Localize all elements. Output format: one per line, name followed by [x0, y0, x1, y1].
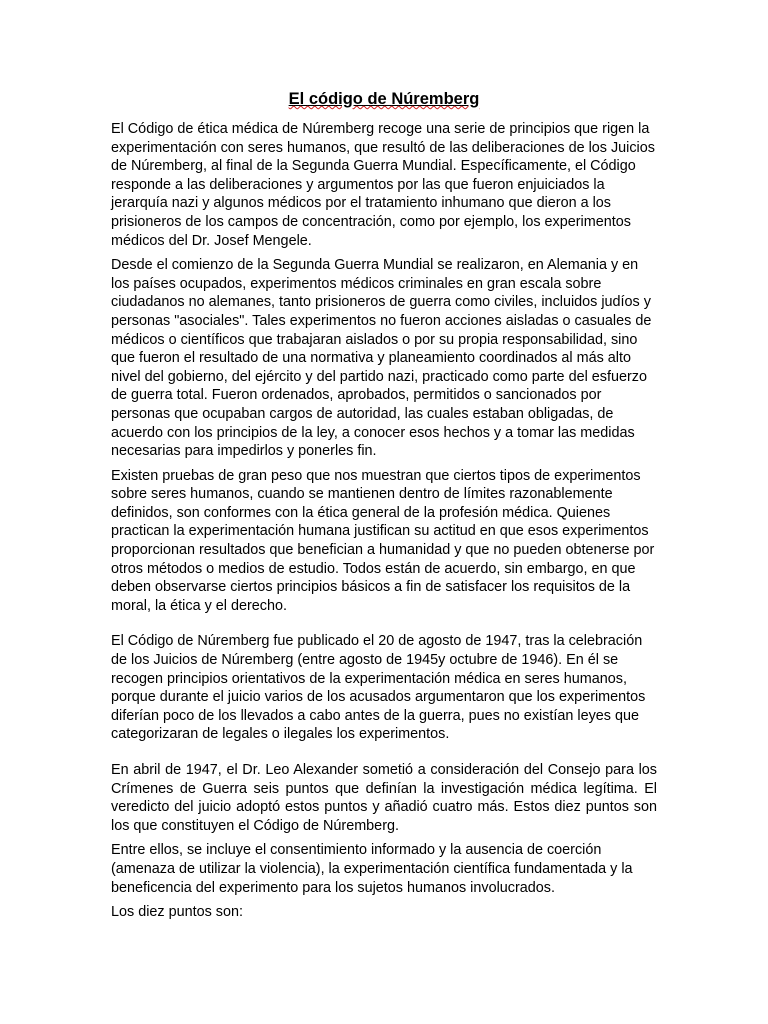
paragraph-consent: Entre ellos, se incluye el consentimiento informado y la ausencia de coerción (amenaza de utilizar la violencia), la experimentación científica fundamentada y la beneficencia del experimento para los sujetos humanos involucrados. — [111, 842, 633, 896]
document-title — [111, 88, 657, 110]
document-title-text: El código de Núremberg — [288, 90, 480, 108]
paragraph-ethics-evidence: Existen pruebas de gran peso que nos muestran que ciertos tipos de experimentos sobre seres humanos, cuando se mantienen dentro de límites razonablemente definidos, son conformes con la ética general de la profesión médica. Quienes practican la experimentación humana justifican su actitud en que esos experimentos proporcionan resultados que benefician a humanidad y que no pueden obtenerse por otros métodos o medios de estudio. Todos están de acuerdo, sin embargo, en que deben observarse ciertos principios básicos a fin de satisfacer los requisitos de la moral, la ética y el derecho. — [111, 467, 655, 614]
paragraph-publication: El Código de Núremberg fue publicado el 20 de agosto de 1947, tras la celebración de los Juicios de Núremberg (entre agosto de 1945y octubre de 1946). En él se recogen principios orientativos de la experimentación médica en seres humanos, porque durante el juicio varios de los acusados argumentaron que los experimentos diferían poco de los llevados a cabo antes de la guerra, pues no existían leyes que categorizaran de legales o ilegales los experimentos. — [111, 633, 646, 743]
document-page — [111, 88, 657, 922]
paragraph-intro: El Código de ética médica de Núremberg recoge una serie de principios que rigen la experimentación con seres humanos, que resultó de las deliberaciones de los Juicios de Núremberg, al final de la Segunda Guerra Mundial. Específicamente, el Código responde a las deliberaciones y argumentos por las que fueron enjuiciados la jerarquía nazi y algunos médicos por el tratamiento inhumano que dieron a los prisioneros de los campos de concentración, como por ejemplo, los experimentos médicos del Dr. Josef Mengele. — [111, 121, 655, 249]
paragraph-ten-points-intro: Los diez puntos son: — [111, 904, 244, 921]
paragraph-experiments-history: Desde el comienzo de la Segunda Guerra Mundial se realizaron, en Alemania y en los países ocupados, experimentos médicos criminales en gran escala sobre ciudadanos no alemanes, tanto prisioneros de guerra como civiles, incluidos judíos y personas "asociales". Tales experimentos no fueron acciones aisladas o casuales de médicos o científicos que trabajaran aislados o por su propia responsabilidad, sino que fueron el resultado de una normativa y planeamiento coordinados al más alto nivel del gobierno, del ejército y del partido nazi, practicado como parte del esfuerzo de guerra total. Fueron ordenados, aprobados, permitidos o sancionados por personas que ocupaban cargos de autoridad, las cuales estaban obligadas, de acuerdo con los principios de la ley, a conocer esos hechos y a tomar las medidas necesarias para impedirlos y ponerles fin. — [111, 257, 652, 460]
paragraph-alexander: En abril de 1947, el Dr. Leo Alexander sometió a consideración del Consejo para los Crímenes de Guerra seis puntos que definían la investigación médica legítima. El veredicto del juicio adoptó estos puntos y añadió cuatro más. Estos diez puntos son los que constituyen el Código de Núremberg. — [111, 762, 657, 834]
